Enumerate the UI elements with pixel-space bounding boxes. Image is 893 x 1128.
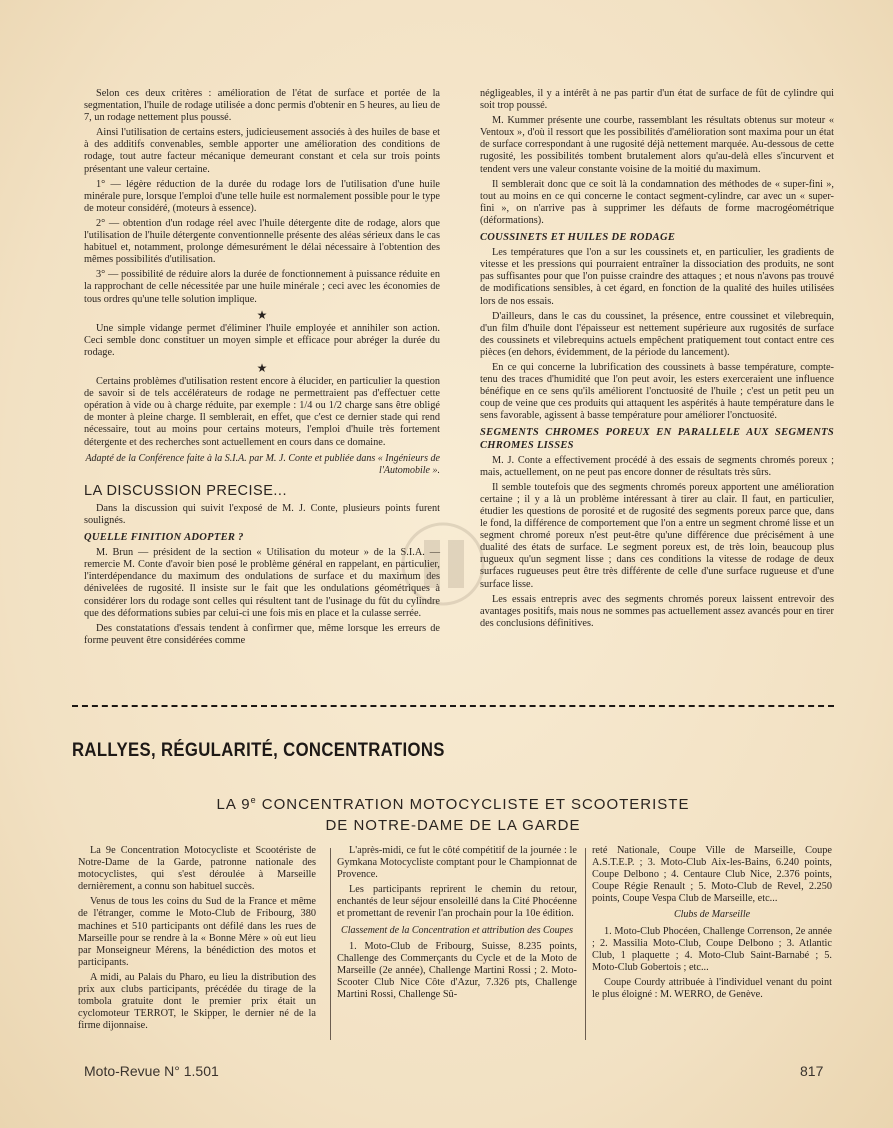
article-title-part: CONCENTRATION MOTOCYCLISTE ET SCOOTERISTE [256,796,690,813]
paragraph: La 9e Concentration Motocycliste et Scootériste de Notre-Dame de la Garde, patronne nationale des motocyclistes, qui s'est déroulée à Marseille dernièrement, a connu son habituel succès. [78,845,316,893]
article-column-3 [592,845,832,1004]
paragraph: Une simple vidange permet d'éliminer l'huile employée et annihiler son action. Ceci semble donc constituer un moyen simple et efficace pour abréger la durée du rodage. [84,322,440,358]
subheading: COUSSINETS ET HUILES DE RODAGE [480,232,676,244]
article-title-sup: e [250,795,257,805]
article-column-2 [337,845,577,1004]
paragraph: 1° — légère réduction de la durée du rodage lors de l'utilisation d'une huile minérale pure, lorsque l'emploi d'une telle huile est normalement possible pour le type de moteur considéré, (moteurs à essence). [84,178,440,214]
paragraph: négligeables, il y a intérêt à ne pas partir d'un état de surface de fût de cylindre qui soit trop poussé. [480,88,834,112]
paragraph: M. Brun — président de la section « Utilisation du moteur » de la S.I.A. — remercie M. Conte d'avoir bien posé le problème général en rappelant, en particulier, l'interdépendance du maximum des ondulations de surface et du maximum des dénivelées de rugosité. Il insiste sur le fait que les ondulations géométriques à considérer lors du rodage sont celles qui résultent tant de l'usinage du fût du cylindre que des déformations subies par celui-ci une fois mis en place et la culasse serrée. [84,547,440,619]
section-title: RALLYES, RÉGULARITÉ, CONCENTRATIONS [72,740,445,761]
column-divider [585,848,586,1040]
paragraph: Il semble toutefois que des segments chromés poreux apportent une amélioration certaine ; il y a là un problème intéressant à tirer au clair. Il faut, en particulier, étudier les questions de porosité et de rugosité des segments poreux parce que, dans le fond, la différence de comportement que l'on a entre un segment chromé lisse et un segment chromé poreux n'est peut-être qu'une différence due précisément à une dualité des états de surface. Le segment poreux est, de très loin, beaucoup plus rugueux qu'un segment lisse ; dans ces conditions la vitesse de rodage de deux surfaces rugueuses peut être très différente de celle d'une surface rugueuse et d'une surface lisse. [480,481,834,590]
paragraph: Dans la discussion qui suivit l'exposé de M. J. Conte, plusieurs points furent soulignés. [84,502,440,526]
paragraph: Les températures que l'on a sur les coussinets et, en particulier, les gradients de vitesse et les pressions qui pourraient entraîner la dissociation des produits, ne sont pas suffisantes pour que l'on puisse craindre des attaques ; et nous n'avons pas trouvé de modifications sensibles, à cet égard, en fonction de la qualité des huiles utilisées lors de nos essais. [480,247,834,307]
star-separator: ★ [256,360,268,375]
article-title-line2: DE NOTRE-DAME DE LA GARDE [325,817,581,834]
page-number: 817 [800,1063,824,1079]
paragraph: Coupe Courdy attribuée à l'individuel venant du point le plus éloigné : M. WERRO, de Genève. [592,976,832,1001]
subheading: SEGMENTS CHROMES POREUX EN PARALLELE AUX SEGMENTS CHROMES LISSES [480,427,834,451]
paragraph: Ainsi l'utilisation de certains esters, judicieusement associés à des huiles de base et à des additifs convenables, semble apporter une amélioration des conditions de rodage, tout autre facteur mécanique demeurant constant et cela sur trois points présentant une valeur certaine. [84,127,440,175]
ranking-subheading: Classement de la Concentration et attribution des Coupes [341,924,573,936]
paragraph: Selon ces deux critères : amélioration de l'état de surface et portée de la segmentation, l'huile de rodage utilisée a donc permis d'obtenir en 5 heures, au lieu de 7, un rodage nettement plus poussé. [84,88,440,124]
top-left-column [84,88,440,650]
paragraph: D'ailleurs, dans le cas du coussinet, la présence, entre coussinet et vilebrequin, d'un film d'huile dont l'épaisseur est nettement supérieure aux rugosités de surface des coussinets et vilebrequins actuels empêchent pratiquement tout contact entre ces pièces (en dehors, évidemment, de la période du lancement). [480,310,834,358]
paragraph: 1. Moto-Club de Fribourg, Suisse, 8.235 points, Challenge des Commerçants du Cycle et de la Moto de Marseille (2e année), Challenge Martini Rossi ; 2. Moto-Scooter Club Nice Côte d'Azur, 7.326 pts, Challenge Martini Rossi, Challenge Sû- [337,940,577,1001]
paragraph: A midi, au Palais du Pharo, eu lieu la distribution des prix aux clubs participants, précédée du tirage de la tombola gratuite dont le premier prix était un cyclomoteur TERROT, le Skipper, le dernier né de la firme dijonnaise. [78,971,316,1032]
paragraph: Des constatations d'essais tendent à confirmer que, même lorsque les erreurs de forme peuvent être considérées comme [84,622,440,646]
discussion-heading: LA DISCUSSION PRECISE... [84,482,287,499]
article-title-part: LA 9 [216,796,251,813]
library-stamp-icon [394,520,492,608]
column-divider [330,848,331,1040]
source-citation: Adapté de la Conférence faite à la S.I.A. par M. J. Conte et publiée dans « Ingénieurs de l'Automobile ». [85,452,440,476]
subheading: QUELLE FINITION ADOPTER ? [84,532,244,544]
top-right-column [480,88,834,633]
paragraph: 3° — possibilité de réduire alors la durée de fonctionnement à puissance réduite en la rapprochant de celle nécessitée par une huile minérale ; ceci avec les économies de tous ordres qu'une telle solution implique. [84,269,440,305]
article-title [150,795,756,813]
clubs-subheading: Clubs de Marseille [673,909,751,921]
paragraph: Les participants reprirent le chemin du retour, enchantés de leur séjour ensoleillé dans la Cité Phocéenne et promettant de revenir l'an prochain pour la 10e édition. [337,884,577,920]
footer-publication: Moto-Revue N° 1.501 [84,1063,219,1079]
paragraph: Venus de tous les coins du Sud de la France et même de l'étranger, comme le Moto-Club de Fribourg, 380 machines et 510 participants ont défilé dans les rues de Marseille pour se rendre à la « Bonne Mère » où eut lieu par Monseigneur Mérens, la bénédiction des motos et participants. [78,896,316,968]
article-column-1 [78,845,316,1035]
star-separator: ★ [256,307,268,322]
paragraph: En ce qui concerne la lubrification des coussinets à basse température, compte-tenu des traces d'humidité que l'on peut avoir, les esters exerceraient une influence bénéfique en ce sens qu'ils améliorent l'onctuosité de l'huile ; c'est un petit peu un coup de veine que ces produits qui attaquent les aspérités à haute température dans le sens favorable, agissent à basse température pour améliorer l'onctuosité. [480,361,834,422]
section-divider [72,705,834,707]
paragraph: reté Nationale, Coupe Ville de Marseille, Coupe A.S.T.E.P. ; 3. Moto-Club Aix-les-Bains, 6.240 points, Coupe Delbono ; 4. Centaure Club Nice, 2.376 points, Coupe Régie Renault ; 5. Moto-Club de Revel, 2.250 points, Coupe Vespa Club de Marseille, etc... [592,845,832,905]
paragraph: M. Kummer présente une courbe, rassemblant les résultats obtenus sur moteur « Ventoux », d'où il ressort que les possibilités d'amélioration sont maxima pour un état de surface correspondant à une rugosité déjà nettement marquée. Au-dessous de cette rugosité, les possibilités tombent brutalement alors qu'au-delà elles s'incurvent et tendent vers une valeur constante voisine de la moitié du maximum. [480,115,834,175]
paragraph: Il semblerait donc que ce soit là la condamnation des méthodes de « super-fini », tout au moins en ce qui concerne le contact segment-cylindre, car avec un « super-fini », on n'arrive pas à supprimer les défauts de forme macrogéométrique (déformations). [480,178,834,226]
paragraph: 1. Moto-Club Phocéen, Challenge Correnson, 2e année ; 2. Massilia Moto-Club, Coupe Delbono ; 3. Atlantic Club, 1 plaquette ; 4. Moto-Club Saint-Barnabé ; 5. Moto-Club Gobertois ; etc... [592,925,832,973]
paragraph: 2° — obtention d'un rodage réel avec l'huile détergente dite de rodage, alors que l'utilisation de l'huile détergente conventionnelle présente des aléas sérieux dans le cas habituel et, notamment, prolonge démesurément le délai nécessaire à l'obtention des mêmes possibilités d'utilisation. [84,217,440,266]
paragraph: L'après-midi, ce fut le côté compétitif de la journée : le Gymkana Motocycliste comptant pour le Championnat de Provence. [337,845,577,881]
paragraph: M. J. Conte a effectivement procédé à des essais de segments chromés poreux ; mais, actuellement, on ne peut pas encore donner de résultats très sûrs. [480,454,834,478]
paragraph: Certains problèmes d'utilisation restent encore à élucider, en particulier la question de savoir si de tels accélérateurs de rodage ne permettraient pas d'effectuer cette opération à vide ou à charge réduite, par exemple : 1/4 ou 1/2 charge sans être obligé de monter à pleine charge. Il semblerait, en effet, que c'est ce dernier stade qui rend nécessaire, tout au moins pour certains moteurs, l'emploi d'huile très fortement détergente et des recherches sont actuellement en cours dans ce domaine. [84,376,440,448]
paragraph: Les essais entrepris avec des segments chromés poreux laissent entrevoir des avantages positifs, mais nous ne sommes pas actuellement assez avancés pour en tirer des conclusions définitives. [480,593,834,629]
